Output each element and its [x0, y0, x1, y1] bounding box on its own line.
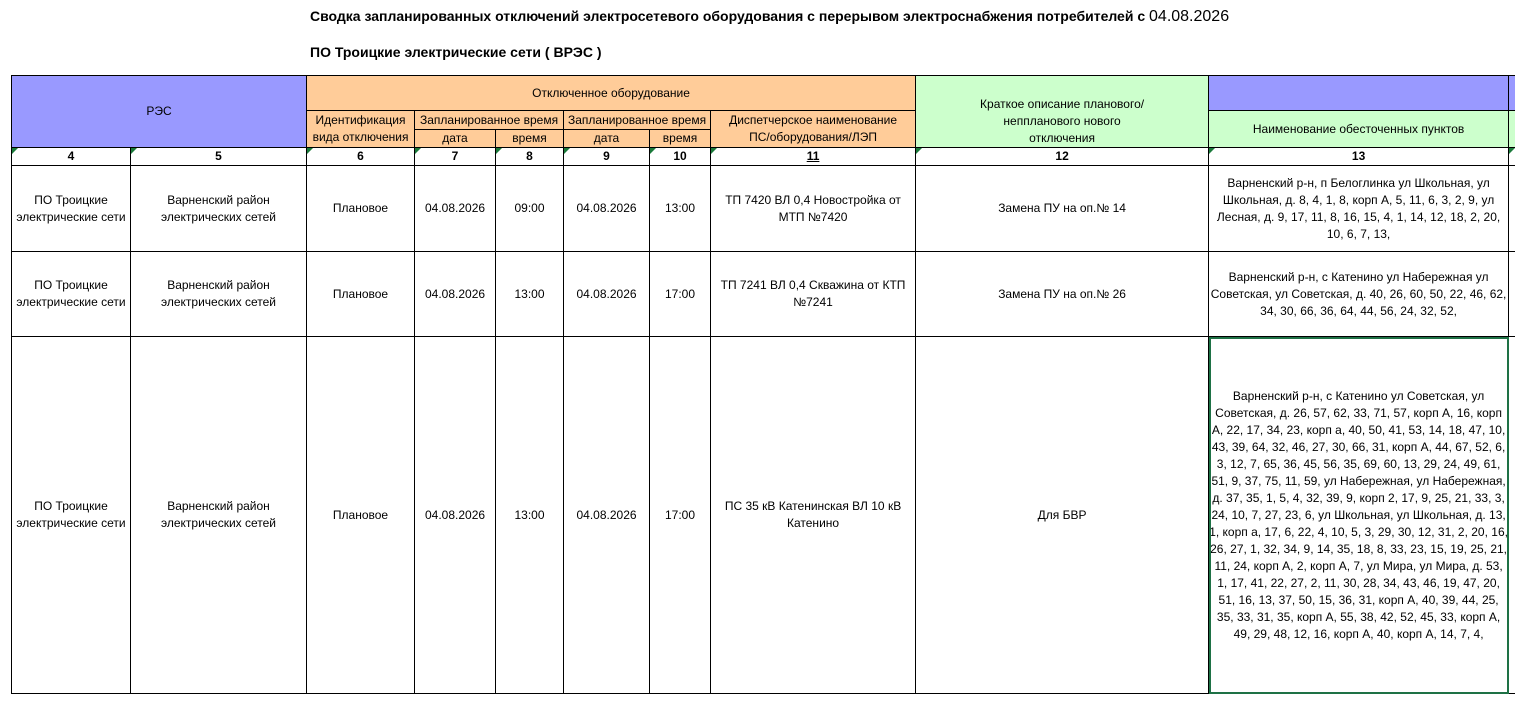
cell-edge[interactable] [1509, 337, 1515, 694]
col-number-13[interactable] [1209, 148, 1509, 166]
error-marker-icon [650, 148, 656, 154]
cell-equipment[interactable] [711, 337, 916, 694]
cell-date-end[interactable]: 04.08.2026 [564, 337, 650, 694]
error-marker-icon [12, 148, 18, 154]
header-time-start[interactable]: время [496, 130, 564, 148]
header-description[interactable] [916, 76, 1209, 148]
cell-points-selected[interactable]: Варненский р-н, с Катенино ул Советская, ул Советская, д. 26, 57, 62, 33, 71, 57, корп А, 16, корп А, 22, 17, 34, 23, корп а, 40, 50, 41, 53, 14, 18, 47, 10, 43, 39, 64, 32, 46, 27, 30, 66, 31, корп А, 44, 67, 52, 6, 3, 12, 7, 65, 36, 45, 56, 35, 69, 60, 13, 29, 24, 49, 61, 51, 9, 37, 75, 11, 59, ул Набережная, ул Набережная, д. 37, 35, 1, 5, 4, 32, 39, 9, корп 2, 17, 9, 25, 21, 33, 3, 24, 10, 7, 27, 23, 6, ул Школьная, ул Школьная, д. 13, 1, корп а, 17, 6, 22, 4, 10, 5, 3, 29, 30, 12, 31, 2, 20, 16, 26, 27, 1, 32, 34, 9, 14, 35, 18, 8, 33, 23, 15, 19, 25, 21, 11, 24, корп А, 2, корп А, 7, ул Мира, ул Мира, д. 53, 1, 17, 41, 22, 27, 2, 11, 30, 28, 34, 43, 46, 19, 47, 20, 51, 16, 13, 37, 50, 15, 36, 31, корп А, 40, 39, 44, 25, 35, 33, 31, 35, корп А, 55, 38, 42, 52, 45, 33, корп А, 49, 29, 48, 12, 16, корп А, 40, корп А, 14, 7, 4, [1209, 337, 1509, 694]
header-planned-time-start[interactable]: Запланированное время [415, 111, 564, 130]
cell-district[interactable] [131, 252, 307, 337]
col-number-label: 7 [451, 149, 459, 163]
error-marker-icon [564, 148, 570, 154]
col-number-edge[interactable] [1509, 148, 1515, 166]
cell-points[interactable]: Варненский р-н, с Катенино ул Набережная ул Советская, ул Советская, д. 40, 26, 60, 50, 22, 46, 62, 34, 30, 66, 36, 64, 44, 56, 24, 32, 52, [1209, 252, 1509, 337]
report-title-date: 04.08.2026 [1149, 8, 1230, 25]
table-row [12, 337, 1515, 694]
error-marker-icon [1209, 148, 1215, 154]
col-number-5[interactable] [131, 148, 307, 166]
col-number-label: 6 [357, 149, 364, 163]
cell-org[interactable]: ПО Троицкие электрические сети [12, 252, 131, 337]
header-edge[interactable] [1509, 76, 1515, 111]
error-marker-icon [131, 148, 137, 154]
error-marker-icon [496, 148, 502, 154]
col-number-label: 11 [806, 149, 820, 163]
col-number-label: 13 [1351, 149, 1366, 163]
cell-time-end[interactable]: 17:00 [650, 252, 711, 337]
header-date-start[interactable]: дата [415, 130, 496, 148]
cell-points[interactable]: Варненский р-н, п Белоглинка ул Школьная, ул Школьная, д. 8, 4, 1, 8, корп А, 5, 11, 6, 3, 2, 9, ул Лесная, д. 9, 17, 11, 8, 16, 15, 4, 1, 14, 12, 18, 2, 20, 10, 6, 7, 13, [1209, 166, 1509, 252]
cell-time-start[interactable]: 13:00 [496, 337, 564, 694]
header-res[interactable]: РЭС [12, 76, 307, 148]
cell-description[interactable]: Замена ПУ на оп.№ 26 [916, 252, 1209, 337]
cell-district-text: Варненский район электрических сетей [160, 499, 277, 530]
col-number-8[interactable] [496, 148, 564, 166]
cell-edge[interactable] [1509, 166, 1515, 252]
error-marker-icon [916, 148, 922, 154]
cell-description[interactable]: Для БВР [916, 337, 1209, 694]
cell-equipment[interactable] [711, 166, 916, 252]
col-number-label: 12 [1055, 149, 1069, 163]
report-subtitle: ПО Троицкие электрические сети ( ВРЭС ) [310, 44, 602, 60]
col-number-label: 4 [67, 149, 75, 163]
report-title [310, 8, 1229, 26]
error-marker-icon [307, 148, 313, 154]
header-disconnected-equipment[interactable]: Отключенное оборудование [307, 76, 916, 111]
cell-district[interactable] [131, 166, 307, 252]
cell-time-end[interactable]: 17:00 [650, 337, 711, 694]
header-edge-green[interactable] [1509, 111, 1515, 148]
cell-org[interactable]: ПО Троицкие электрические сети [12, 337, 131, 694]
error-marker-icon [415, 148, 421, 154]
cell-date-start[interactable]: 04.08.2026 [415, 252, 496, 337]
cell-type[interactable]: Плановое [307, 337, 415, 694]
header-date-end[interactable]: дата [564, 130, 650, 148]
report-title-text: Сводка запланированных отключений электросетевого оборудования с перерывом электроснабжения потребителей с [310, 8, 1150, 24]
header-blank[interactable] [1209, 76, 1509, 111]
cell-district-text: Варненский район электрических сетей [160, 192, 277, 224]
header-description-text: Краткое описание планового/неппланового нового отключения [980, 97, 1145, 145]
col-number-7[interactable] [415, 148, 496, 166]
cell-date-end[interactable]: 04.08.2026 [564, 252, 650, 337]
table-row [12, 166, 1515, 252]
cell-time-end[interactable]: 13:00 [650, 166, 711, 252]
col-number-label: 9 [603, 149, 610, 163]
table-row [12, 252, 1515, 337]
cell-time-start[interactable]: 13:00 [496, 252, 564, 337]
cell-type[interactable]: Плановое [307, 166, 415, 252]
col-number-9[interactable] [564, 148, 650, 166]
col-number-label: 5 [215, 149, 222, 163]
cell-time-start[interactable]: 09:00 [496, 166, 564, 252]
cell-equipment-text: ТП 7241 ВЛ 0,4 Скважина от КТП №7241 [720, 278, 906, 309]
cell-type[interactable]: Плановое [307, 252, 415, 337]
header-identification[interactable]: Идентификация вида отключения [307, 111, 415, 148]
cell-equipment-text: ПС 35 кВ Катенинская ВЛ 10 кВ Катенино [724, 499, 902, 530]
col-number-label: 8 [526, 149, 533, 163]
cell-district-text: Варненский район электрических сетей [160, 278, 277, 309]
cell-org[interactable]: ПО Троицкие электрические сети [12, 166, 131, 252]
cell-district[interactable] [131, 337, 307, 694]
col-number-12[interactable] [916, 148, 1209, 166]
cell-date-start[interactable]: 04.08.2026 [415, 337, 496, 694]
col-number-6[interactable] [307, 148, 415, 166]
column-numbers-row [12, 148, 1515, 166]
header-planned-time-end[interactable]: Запланированное время [564, 111, 711, 130]
cell-description[interactable]: Замена ПУ на оп.№ 14 [916, 166, 1209, 252]
col-number-4[interactable] [12, 148, 131, 166]
header-dispatch-name[interactable] [711, 111, 916, 148]
cell-date-start[interactable]: 04.08.2026 [415, 166, 496, 252]
header-dispatch-name-text: Диспетчерское наименование ПС/оборудования/ЛЭП [729, 113, 897, 144]
col-number-label: 10 [673, 149, 687, 163]
col-number-11[interactable] [711, 148, 916, 166]
header-points[interactable]: Наименование обесточенных пунктов [1209, 111, 1509, 148]
cell-date-end[interactable]: 04.08.2026 [564, 166, 650, 252]
error-marker-icon [711, 148, 717, 154]
cell-equipment[interactable] [711, 252, 916, 337]
col-number-10[interactable] [650, 148, 711, 166]
error-marker-icon [1509, 148, 1515, 154]
header-time-end[interactable]: время [650, 130, 711, 148]
outage-table [11, 75, 1515, 694]
cell-equipment-text: ТП 7420 ВЛ 0,4 Новостройка от МТП №7420 [725, 192, 901, 224]
cell-edge[interactable] [1509, 252, 1515, 337]
